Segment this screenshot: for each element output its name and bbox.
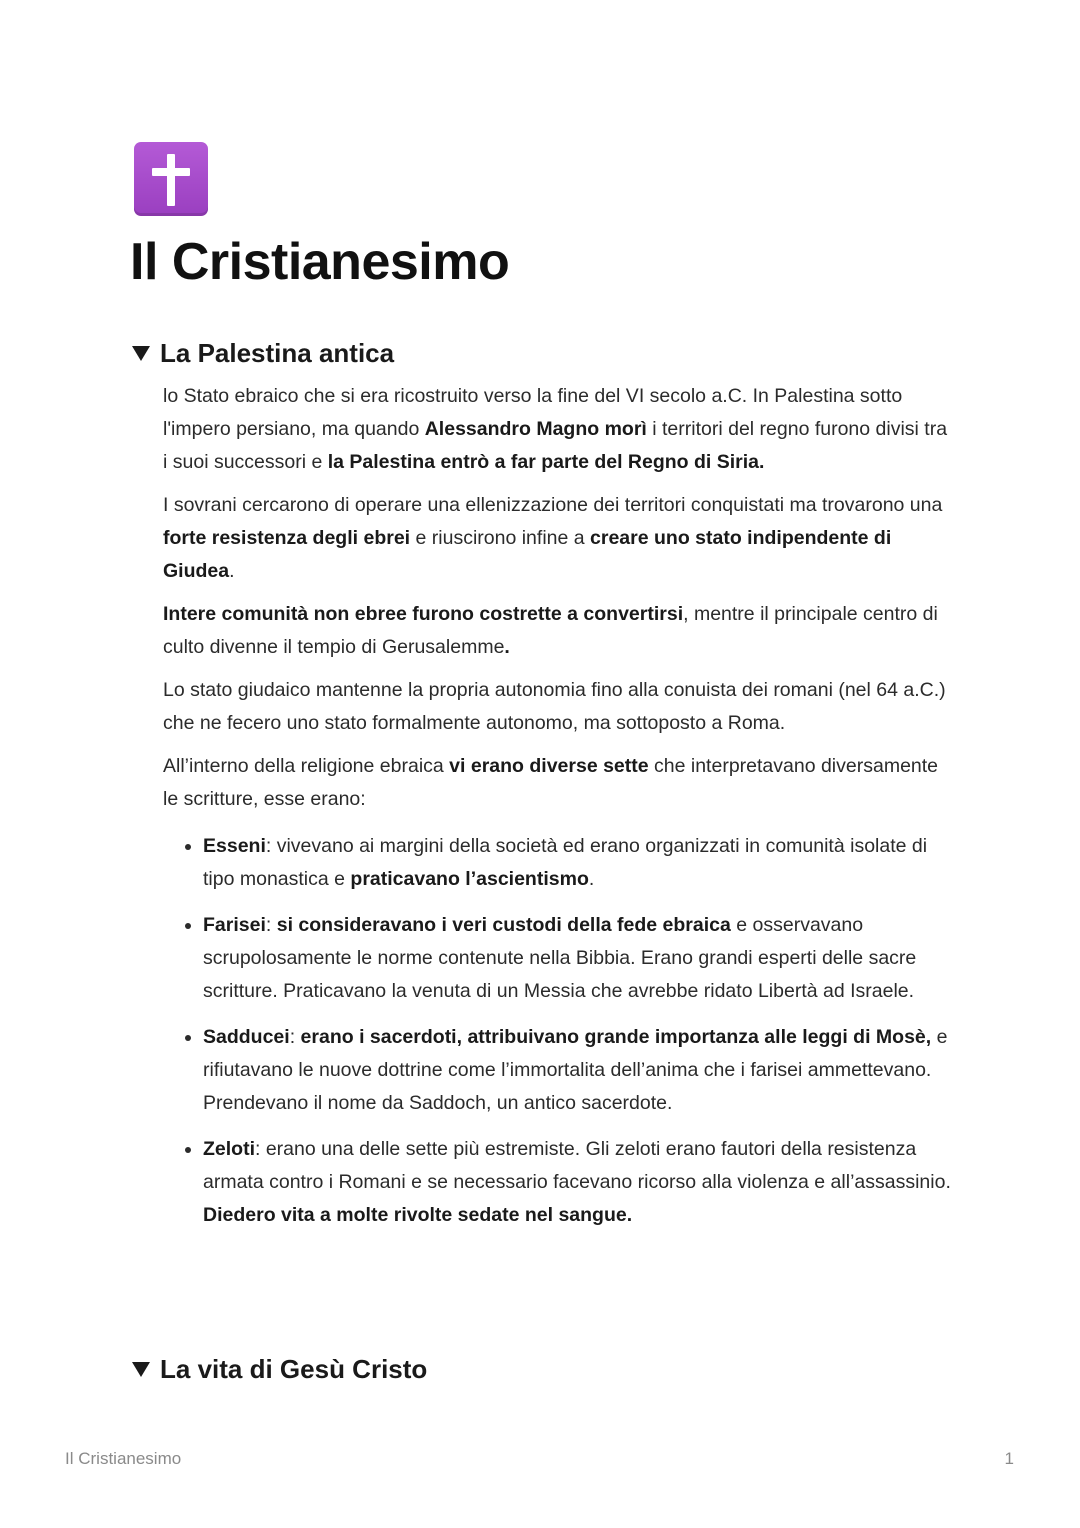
toggle-heading-label: La vita di Gesù Cristo: [160, 1354, 428, 1384]
footer-page-number: 1: [1004, 1449, 1014, 1468]
paragraph: [163, 598, 953, 664]
text-run: e osservavano scrupolosamente le norme contenute nella Bibbia. Erano grandi esperti delle sacre scritture. Praticavano la venuta di un Messia che avrebbe ridato Libertà ad Israele.: [203, 914, 917, 1002]
toggle-heading-palestina[interactable]: [132, 338, 394, 369]
toggle-heading-vita-gesu[interactable]: [132, 1354, 427, 1385]
bold-text: Alessandro Magno morì: [424, 418, 647, 440]
paragraph: [163, 489, 953, 588]
cross-vertical-bar: [167, 154, 175, 206]
page-title: Il Cristianesimo: [130, 233, 510, 291]
bullet-list: [163, 830, 953, 1232]
bold-text: la Palestina entrò a far parte del Regno di Siria.: [327, 451, 765, 473]
list-item: [203, 1133, 953, 1232]
toggle-triangle-icon[interactable]: [132, 1362, 150, 1377]
toggle-triangle-icon[interactable]: [132, 346, 150, 361]
bold-text: Zeloti: [203, 1138, 255, 1160]
bold-text: praticavano l’ascientismo: [350, 868, 589, 890]
text-run: .: [229, 560, 235, 582]
text-run: .: [588, 868, 595, 890]
cross-horizontal-bar: [152, 168, 190, 176]
text-run: , mentre il principale centro di culto divenne il tempio di Gerusalemme: [163, 603, 938, 658]
paragraph: [163, 750, 953, 816]
bold-text: Diedero vita a molte rivolte sedate nel sangue.: [203, 1204, 633, 1226]
text-run: che interpretavano diversamente le scritture, esse erano:: [163, 755, 939, 810]
text-run: : vivevano ai margini della società ed erano organizzati in comunità isolate di tipo monastica e: [203, 835, 928, 890]
text-run: : erano una delle sette più estremiste. Gli zeloti erano fautori della resistenza armata contro i Romani e se necessario facevano ricorso alla violenza e all’assassinio.: [203, 1138, 951, 1193]
bold-text: Sadducei: [203, 1026, 290, 1048]
list-item: [203, 909, 953, 1008]
bold-text: creare uno stato indipendente di Giudea: [163, 527, 892, 582]
list-item: [203, 830, 953, 896]
toggle-heading-label: La Palestina antica: [160, 338, 395, 368]
paragraph-list: [163, 380, 953, 816]
text-run: All’interno della religione ebraica: [163, 755, 450, 777]
text-run: e riuscirono infine a: [410, 527, 591, 549]
section-body-palestina: [163, 380, 953, 1245]
text-run: I sovrani cercarono di operare una ellenizzazione dei territori conquistati ma trovarono una: [163, 494, 943, 516]
bold-text: Intere comunità non ebree furono costrette a convertirsi: [163, 603, 684, 625]
bold-text: forte resistenza degli ebrei: [163, 527, 411, 549]
bold-text: erano i sacerdoti, attribuivano grande importanza alle leggi di Mosè,: [300, 1026, 932, 1048]
footer-title: Il Cristianesimo: [65, 1449, 182, 1468]
bold-text: .: [504, 636, 510, 658]
bold-text: si consideravano i veri custodi della fede ebraica: [276, 914, 731, 936]
latin-cross-icon: [134, 142, 208, 216]
text-run: Lo stato giudaico mantenne la propria autonomia fino alla conuista dei romani (nel 64 a.C.) che ne fecero uno stato formalmente autonomo, ma sottoposto a Roma.: [163, 679, 946, 734]
bold-text: Farisei: [203, 914, 266, 936]
text-run: :: [289, 1026, 301, 1048]
bold-text: Esseni: [203, 835, 266, 857]
text-run: :: [265, 914, 277, 936]
paragraph: [163, 674, 953, 740]
bold-text: vi erano diverse sette: [449, 755, 649, 777]
list-item: [203, 1021, 953, 1120]
paragraph: [163, 380, 953, 479]
text-run: e rifiutavano le nuove dottrine come l’immortalita dell’anima che i farisei ammettevano. Prendevano il nome da Saddoch, un antico sacerdote.: [203, 1026, 948, 1114]
text-run: i territori del regno furono divisi tra i suoi successori e: [163, 418, 948, 473]
text-run: lo Stato ebraico che si era ricostruito verso la fine del VI secolo a.C. In Palestina sotto l'impero persiano, ma quando: [163, 385, 903, 440]
